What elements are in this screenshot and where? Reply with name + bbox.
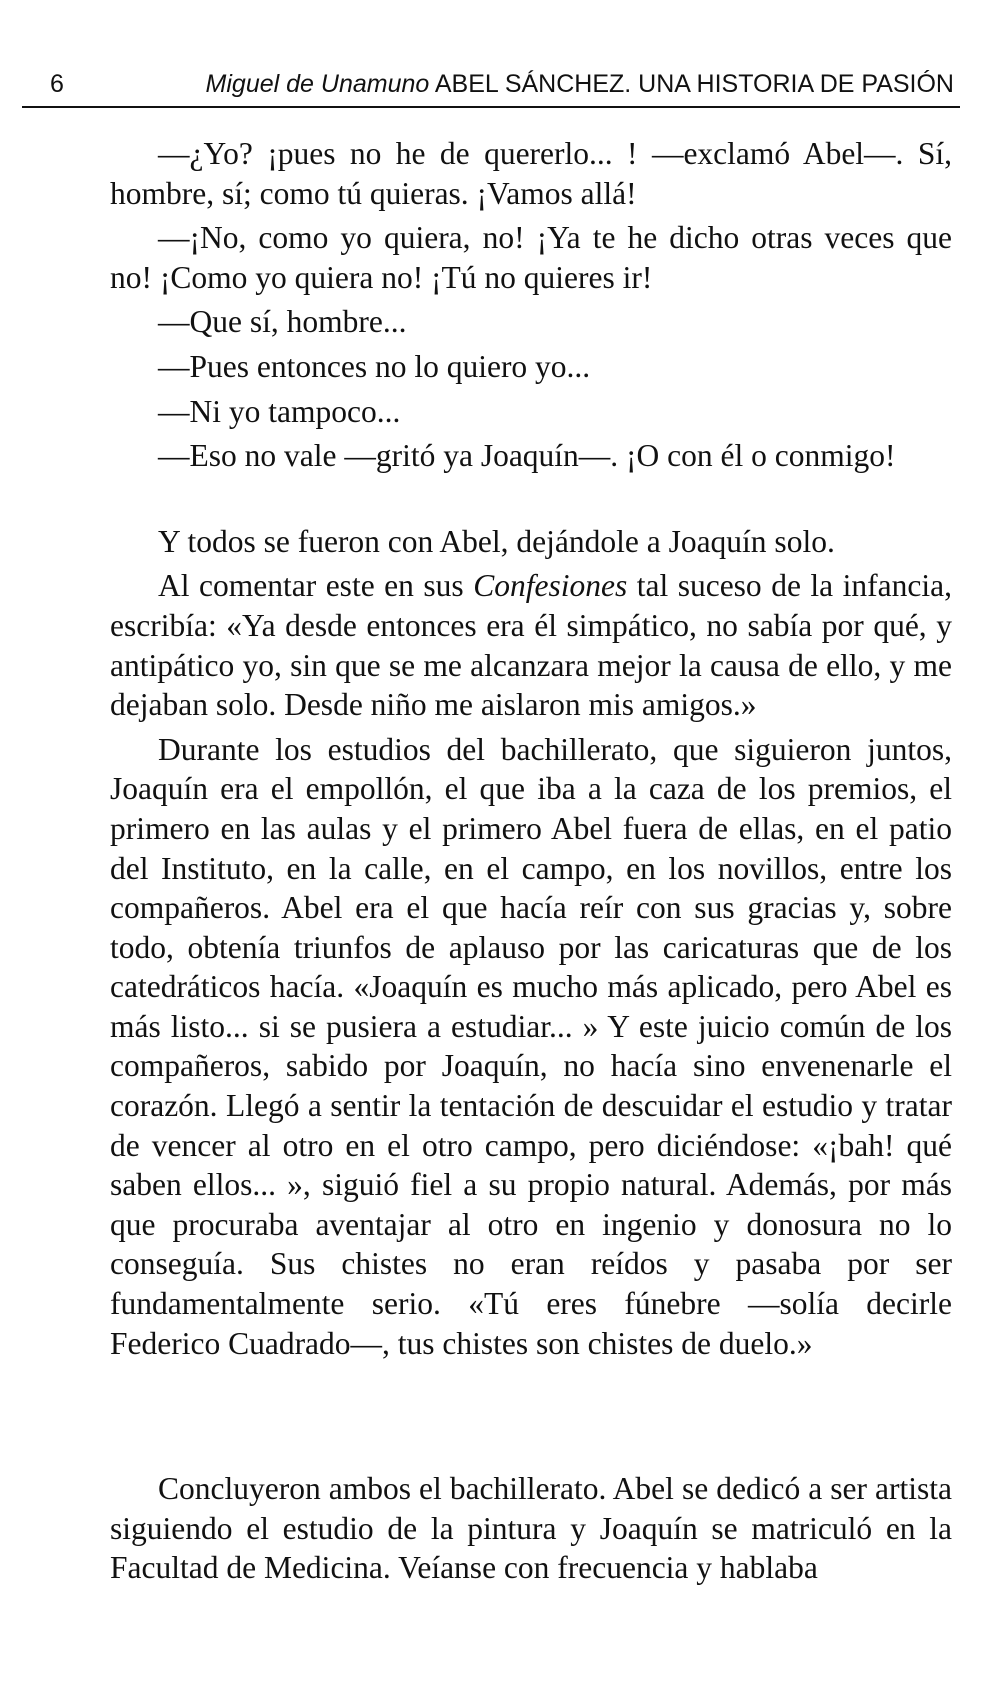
- paragraph-2: [110, 566, 952, 724]
- dialogue-line-4: —Pues entonces no lo quiero yo...: [158, 348, 591, 384]
- dialogue-line-6: —Eso no vale —gritó ya Joaquín—. ¡O con él o conmigo!: [158, 438, 896, 474]
- book-reference-confesiones: Confesiones: [473, 568, 628, 604]
- paragraph-3: Durante los estudios del bachillerato, que siguieron juntos, Joaquín era el empollón, el que iba a la caza de los premios, el primero en las aulas y el primero Abel fuera de ellas, en el patio del Instituto, en la calle, en el campo, en los novillos, entre los compañeros. Abel era el que hacía reír con sus gracias y, sobre todo, obtenía triunfos de aplauso por las caricaturas que de los catedráticos hacía. «Joaquín es mucho más aplicado, pero Abel es más listo... si se pusiera a estudiar... » Y este juicio común de los compañeros, sabido por Joaquín, no hacía sino envenenarle el corazón. Llegó a sentir la tentación de descuidar el estudio y tratar de vencer al otro en el otro campo, pero diciéndose: «¡bah! qué saben ellos... », siguió fiel a su propio natural. Además, por más que procuraba aventajar al otro en ingenio y donosura no lo conseguía. Sus chistes no eran reídos y pasaba por ser fundamentalmente serio. «Tú eres fúnebre —solía decirle Federico Cuadrado—, tus chistes son chistes de duelo.»: [110, 731, 952, 1361]
- dialogue-line-5: —Ni yo tampoco...: [158, 393, 401, 429]
- running-header: [22, 66, 960, 108]
- dialogue-line-3: —Que sí, hombre...: [158, 304, 407, 340]
- paragraph-2-rest: tal suceso de la infancia, escribía: «Ya desde entonces era él simpático, no sabía por qué, y antipático yo, sin que se me alcanzara mejor la causa de ello, y me dejaban solo. Desde niño me aislaron mis amigos.»: [110, 568, 952, 723]
- paragraph-4: Concluyeron ambos el bachillerato. Abel se dedicó a ser artista siguiendo el estudio de la pintura y Joaquín se matriculó en la Facultad de Medicina. Veíanse con frecuencia y hablaba: [110, 1471, 952, 1586]
- paragraph-1: Y todos se fueron con Abel, dejándole a Joaquín solo.: [158, 523, 835, 559]
- author-name: Miguel de Unamuno: [205, 70, 430, 98]
- paragraph-2-start: Al comentar este en sus: [158, 568, 474, 604]
- dialogue-line-2: —¡No, como yo quiera, no! ¡Ya te he dicho otras veces que no! ¡Como yo quiera no! ¡Tú no quieres ir!: [110, 220, 952, 295]
- header-title-line: [206, 68, 954, 100]
- dialogue-line-1: —¿Yo? ¡pues no he de quererlo... ! —exclamó Abel—. Sí, hombre, sí; como tú quieras. ¡Vamos allá!: [110, 136, 952, 211]
- book-title: ABEL SÁNCHEZ. UNA HISTORIA DE PASIÓN: [434, 70, 954, 98]
- page-number: 6: [50, 70, 64, 98]
- page-text: [110, 134, 952, 1593]
